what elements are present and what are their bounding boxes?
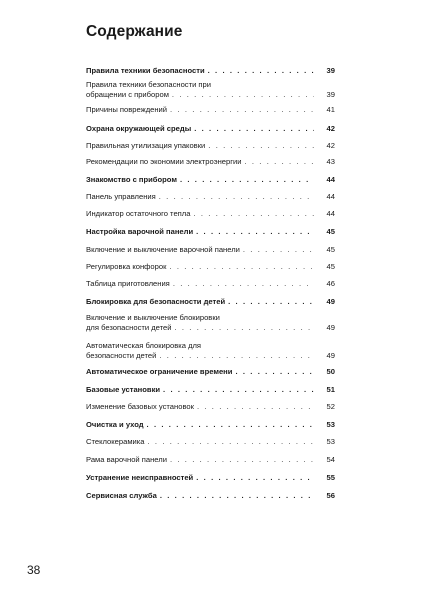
toc-section-entry bbox=[86, 297, 335, 307]
page-number: 38 bbox=[27, 563, 41, 577]
dot-leader bbox=[159, 351, 314, 361]
toc-subsection-entry bbox=[86, 80, 335, 100]
toc-entry-page: 39 bbox=[326, 66, 335, 75]
toc-subsection-entry bbox=[86, 262, 335, 272]
toc-subsection-entry bbox=[86, 192, 335, 202]
dot-leader bbox=[180, 175, 314, 185]
toc-entry-title: Правильная утилизация упаковки bbox=[86, 141, 206, 150]
toc-entry-title: Автоматическое ограничение времени bbox=[86, 367, 233, 376]
toc-entry-title: Охрана окружающей среды bbox=[86, 124, 192, 133]
toc-entry-page: 53 bbox=[326, 437, 335, 446]
toc-section-entry bbox=[86, 420, 335, 430]
dot-leader bbox=[169, 262, 314, 272]
toc-entry-title: Индикатор остаточного тепла bbox=[86, 209, 191, 218]
dot-leader bbox=[243, 245, 314, 255]
dot-leader bbox=[228, 297, 314, 307]
toc-entry-page: 42 bbox=[326, 141, 335, 150]
toc-entry-page: 45 bbox=[326, 245, 335, 254]
toc-entry-page: 45 bbox=[326, 227, 335, 236]
toc-entry-title: Блокировка для безопасности детей bbox=[86, 297, 226, 306]
toc-entry-title: Устранение неисправностей bbox=[86, 473, 194, 482]
dot-leader bbox=[159, 192, 314, 202]
dot-leader bbox=[173, 279, 314, 289]
toc-entry-page: 54 bbox=[326, 455, 335, 464]
toc-subsection-entry bbox=[86, 245, 335, 255]
toc-entry-page: 50 bbox=[326, 367, 335, 376]
dot-leader bbox=[174, 323, 314, 333]
toc-subsection-entry bbox=[86, 455, 335, 465]
toc-subsection-entry bbox=[86, 402, 335, 412]
toc-entry-page: 49 bbox=[326, 297, 335, 306]
toc-entry-title: Изменение базовых установок bbox=[86, 402, 194, 411]
dot-leader bbox=[196, 473, 314, 483]
toc-subsection-entry bbox=[86, 209, 335, 219]
toc-entry-title: Базовые установки bbox=[86, 385, 161, 394]
toc-entry-page: 44 bbox=[326, 209, 335, 218]
dot-leader bbox=[170, 105, 314, 115]
dot-leader bbox=[244, 157, 314, 167]
toc-section-entry bbox=[86, 66, 335, 76]
toc-subsection-entry bbox=[86, 157, 335, 167]
toc-subsection-entry bbox=[86, 279, 335, 289]
toc-entry-title: Панель управления bbox=[86, 192, 156, 201]
toc-entry-title: Правила техники безопасности bbox=[86, 66, 205, 75]
dot-leader bbox=[147, 420, 314, 430]
toc-entry-title: Сервисная служба bbox=[86, 491, 157, 500]
dot-leader bbox=[172, 90, 314, 100]
toc-entry-page: 49 bbox=[326, 351, 335, 360]
toc-entry-page: 51 bbox=[326, 385, 335, 394]
dot-leader bbox=[193, 209, 314, 219]
toc-entry-title: для безопасности детей bbox=[86, 323, 172, 332]
toc-section-entry bbox=[86, 385, 335, 395]
dot-leader bbox=[160, 491, 314, 501]
dot-leader bbox=[197, 402, 314, 412]
toc-section-entry bbox=[86, 473, 335, 483]
toc-entry-title: Рама варочной панели bbox=[86, 455, 167, 464]
toc-entry-page: 56 bbox=[326, 491, 335, 500]
dot-leader bbox=[148, 437, 315, 447]
toc-entry-title: Причины повреждений bbox=[86, 105, 168, 114]
toc-section-entry bbox=[86, 175, 335, 185]
toc-entry-title: Автоматическая блокировка для bbox=[86, 341, 202, 350]
toc-entry-title: Настройка варочной панели bbox=[86, 227, 194, 236]
toc-section-entry bbox=[86, 124, 335, 134]
dot-leader bbox=[196, 227, 314, 237]
toc-entry-page: 53 bbox=[326, 420, 335, 429]
toc-entry-page: 45 bbox=[326, 262, 335, 271]
toc-subsection-entry bbox=[86, 437, 335, 447]
toc-entry-title: безопасности детей bbox=[86, 351, 157, 360]
dot-leader bbox=[163, 385, 314, 395]
toc-entry-page: 44 bbox=[326, 192, 335, 201]
toc-section-entry bbox=[86, 227, 335, 237]
toc-entry-page: 41 bbox=[326, 105, 335, 114]
toc-entry-title: Включение и выключение варочной панели bbox=[86, 245, 240, 254]
toc-subsection-entry bbox=[86, 105, 335, 115]
toc-entry-page: 44 bbox=[326, 175, 335, 184]
toc-entry-title: Рекомендации по экономии электроэнергии bbox=[86, 157, 242, 166]
toc-subsection-entry bbox=[86, 341, 335, 361]
toc-entry-page: 46 bbox=[326, 279, 335, 288]
dot-leader bbox=[208, 66, 314, 76]
toc-entry-page: 43 bbox=[326, 157, 335, 166]
dot-leader bbox=[194, 124, 314, 134]
toc-entry-title: Очистка и уход bbox=[86, 420, 144, 429]
toc-entry-title: Стеклокерамика bbox=[86, 437, 145, 446]
toc-entry-page: 39 bbox=[326, 90, 335, 99]
toc-entry-page: 49 bbox=[326, 323, 335, 332]
toc-entry-page: 42 bbox=[326, 124, 335, 133]
toc-section-entry bbox=[86, 491, 335, 501]
dot-leader bbox=[208, 141, 314, 151]
toc-entry-title: Таблица приготовления bbox=[86, 279, 170, 288]
page-title: Содержание bbox=[86, 23, 183, 40]
toc-entry-title: Правила техники безопасности при bbox=[86, 80, 211, 89]
toc-entry-title: Знакомство с прибором bbox=[86, 175, 177, 184]
toc-entry-title: Включение и выключение блокировки bbox=[86, 313, 220, 322]
toc-entry-page: 52 bbox=[326, 402, 335, 411]
toc-entry-title: Регулировка конфорок bbox=[86, 262, 167, 271]
toc-subsection-entry bbox=[86, 141, 335, 151]
toc-entry-page: 55 bbox=[326, 473, 335, 482]
dot-leader bbox=[235, 367, 314, 377]
toc-section-entry bbox=[86, 367, 335, 377]
dot-leader bbox=[170, 455, 314, 465]
toc-subsection-entry bbox=[86, 313, 335, 333]
toc-entry-title: обращении с прибором bbox=[86, 90, 169, 99]
